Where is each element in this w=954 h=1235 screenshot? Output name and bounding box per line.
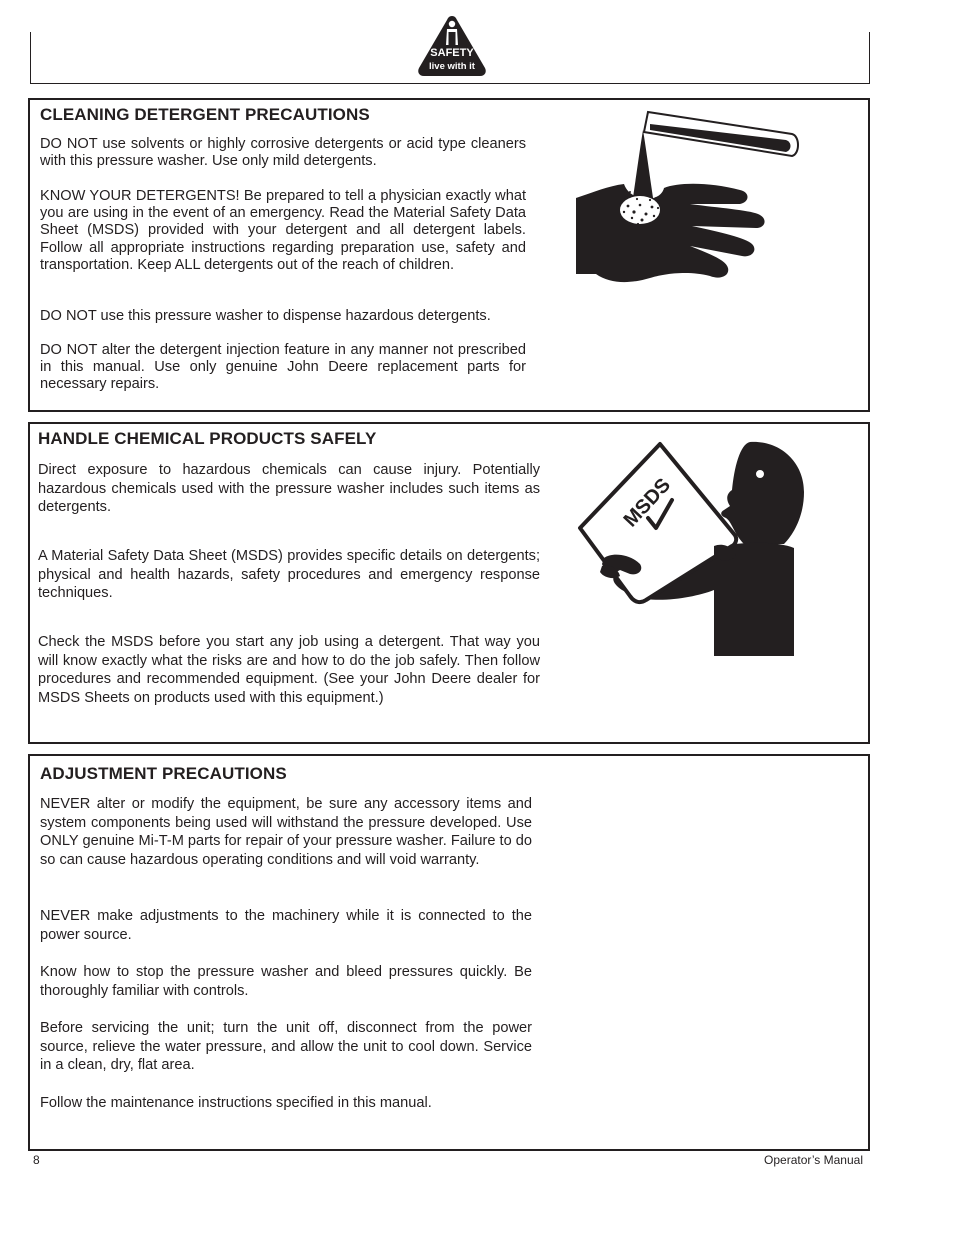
paragraph: NEVER make adjustments to the machinery while it is connected to the power source. [40, 908, 532, 943]
logo-tagline-text: live with it [429, 61, 475, 72]
paragraph: DO NOT alter the detergent injection feature in any manner not prescribed in this manual. Use only genuine John Deere replacement parts for necessary repairs. [40, 342, 526, 393]
cleaning-detergent-section [28, 98, 870, 412]
msds-label: MSDS [619, 474, 676, 532]
footer-manual-title: Operator’s Manual [764, 1153, 863, 1167]
section-title: CLEANING DETERGENT PRECAUTIONS [40, 105, 370, 124]
adjustment-precautions-section [28, 754, 870, 1151]
section-title: HANDLE CHEMICAL PRODUCTS SAFELY [38, 429, 377, 448]
paragraph: Follow the maintenance instructions specified in this manual. [40, 1095, 432, 1111]
logo-safety-text: SAFETY [430, 47, 474, 59]
paragraph: Know how to stop the pressure washer and bleed pressures quickly. Be thoroughly familiar with controls. [40, 964, 532, 999]
paragraph: DO NOT use solvents or highly corrosive detergents or acid type cleaners with this pressure washer. Use only mild detergents. [40, 136, 526, 170]
safety-logo [417, 14, 487, 78]
paragraph: A Material Safety Data Sheet (MSDS) provides specific details on detergents; physical and health hazards, safety procedures and emergency response techniques. [38, 548, 540, 602]
paragraph: DO NOT use this pressure washer to dispense hazardous detergents. [40, 308, 491, 324]
paragraph: Before servicing the unit; turn the unit off, disconnect from the power source, relieve the water pressure, and allow the unit to cool down. Service in a clean, dry, flat area. [40, 1020, 532, 1074]
person-reading-msds-illustration [574, 438, 810, 660]
page-number: 8 [33, 1153, 40, 1167]
paragraph: KNOW YOUR DETERGENTS! Be prepared to tell a physician exactly what you are using in the event of an emergency. Read the Material Safety Data Sheet (MSDS) provided with your detergent and all detergent labels. Follow all appropriate instructions regarding preparation use, safety and transportation. Keep ALL detergents out of the reach of children. [40, 188, 526, 273]
chemical-on-hand-illustration [570, 108, 802, 290]
section-title: ADJUSTMENT PRECAUTIONS [40, 764, 287, 783]
safety-triangle-icon [417, 14, 487, 78]
paragraph: NEVER alter or modify the equipment, be sure any accessory items and system components being used will withstand the pressure developed. Use ONLY genuine Mi-T-M parts for repair of your pressure washer. Failure to do so can cause hazardous operating conditions and will void warranty. [40, 796, 532, 868]
paragraph: Direct exposure to hazardous chemicals can cause injury. Potentially hazardous chemicals used with the pressure washer includes such items as detergents. [38, 462, 540, 516]
handle-chemical-section [28, 422, 870, 744]
paragraph: Check the MSDS before you start any job using a detergent. That way you will know exactly what the risks are and how to do the job safely. Then follow procedures and recommended equipment. (See your John Deere dealer for MSDS Sheets on products used with this equipment.) [38, 634, 540, 706]
